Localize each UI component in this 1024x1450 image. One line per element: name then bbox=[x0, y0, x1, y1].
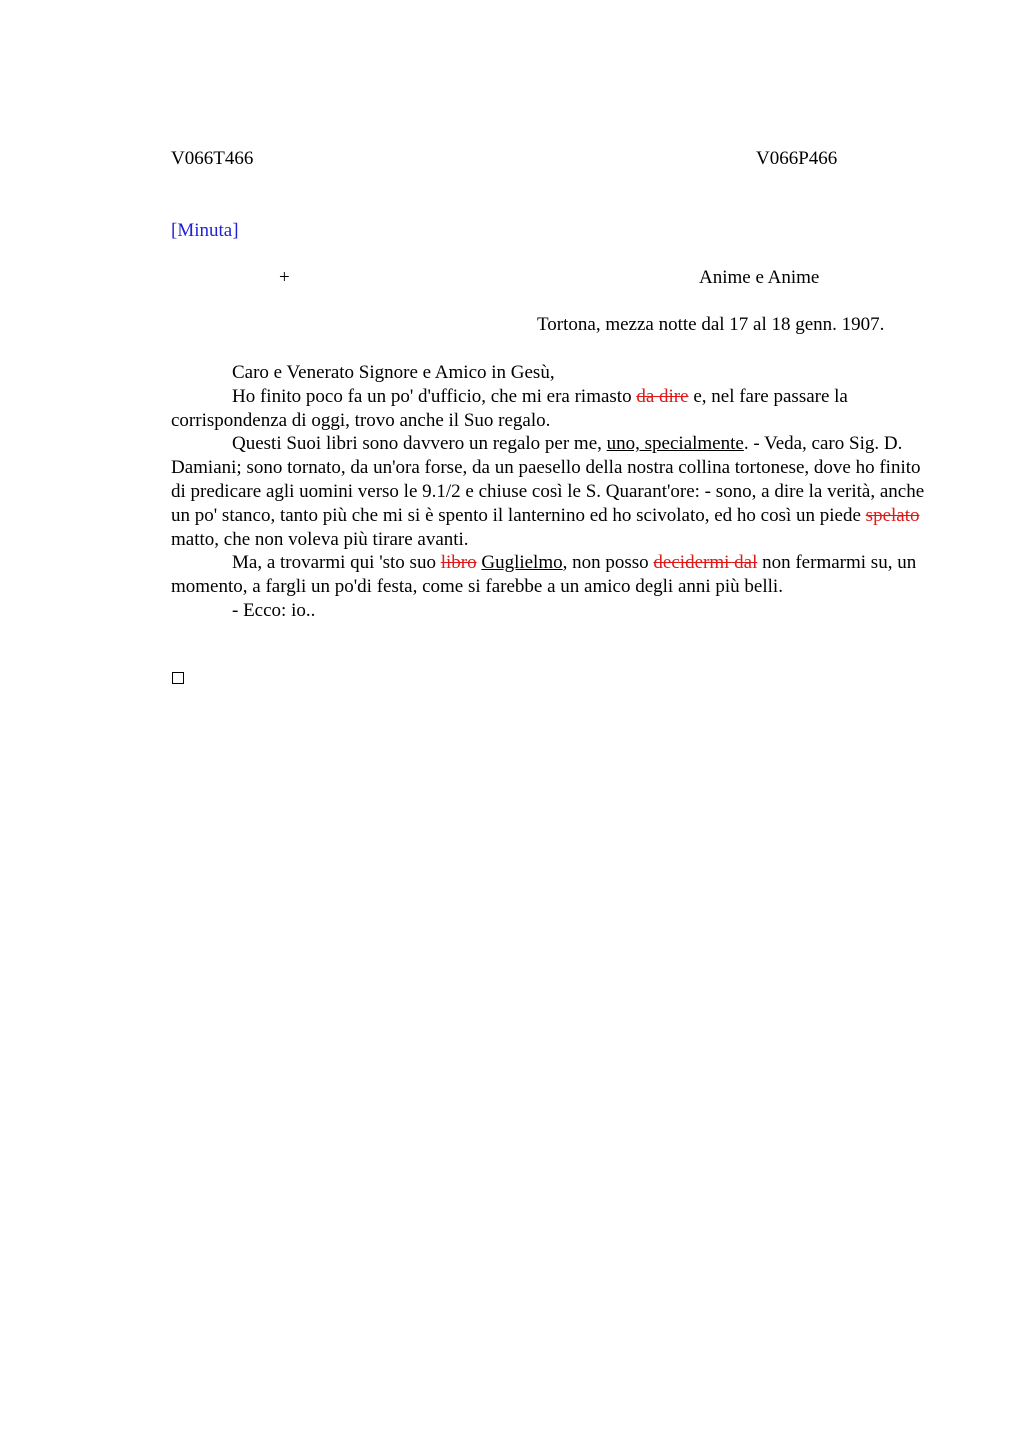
paragraph-1 bbox=[171, 385, 931, 433]
paragraph-2-text-c: matto, che non voleva più tirare avanti. bbox=[171, 528, 469, 550]
paragraph-3-text-d: non fermarmi su, un momento, a fargli un po'di festa, come si farebbe a un amico degli anni più belli. bbox=[171, 552, 917, 598]
minuta-label: [Minuta] bbox=[171, 220, 239, 241]
paragraph-2-text-a: Questi Suoi libri sono davvero un regalo per me, bbox=[232, 433, 607, 455]
paragraph-2 bbox=[171, 432, 931, 551]
document-code-left: V066T466 bbox=[171, 148, 254, 169]
letter-body bbox=[171, 361, 931, 623]
paragraph-4-text: - Ecco: io.. bbox=[232, 599, 316, 621]
salutation-text: Caro e Venerato Signore e Amico in Gesù, bbox=[232, 362, 555, 383]
deleted-text: libro bbox=[440, 552, 477, 574]
paragraph-1-text-b: e, nel fare passare la corrispondenza di oggi, trovo anche il Suo regalo. bbox=[171, 385, 848, 431]
cross-mark: + bbox=[279, 267, 290, 288]
document-code-right: V066P466 bbox=[756, 148, 838, 169]
underlined-text: uno, specialmente bbox=[606, 433, 744, 455]
underlined-text: Guglielmo bbox=[481, 552, 563, 574]
salutation bbox=[171, 361, 931, 385]
paragraph-2-text-b: . - Veda, caro Sig. D. Damiani; sono tornato, da un'ora forse, da un paesello della nostra collina tortonese, dove ho finito di predicare agli uomini verso le 9.1/2 e chiuse così le S. Quarant'ore: - sono, a dire la verità, anche un po' stanco, tanto più che mi si è spento il lanternino ed ho scivolato, ed ho così un piede bbox=[171, 433, 925, 526]
paragraph-4 bbox=[171, 599, 931, 623]
paragraph-1-text-a: Ho finito poco fa un po' d'ufficio, che mi era rimasto bbox=[232, 385, 637, 407]
empty-square-icon bbox=[172, 672, 184, 684]
deleted-text: spelato bbox=[865, 504, 920, 526]
paragraph-3-text-c: , non posso bbox=[562, 552, 654, 574]
dateline: Tortona, mezza notte dal 17 al 18 genn. 1907. bbox=[537, 314, 885, 335]
series-title: Anime e Anime bbox=[699, 267, 820, 288]
paragraph-3 bbox=[171, 551, 931, 599]
deleted-text: decidermi dal bbox=[653, 552, 758, 574]
paragraph-3-text-a: Ma, a trovarmi qui 'sto suo bbox=[232, 552, 441, 574]
deleted-text: da dire bbox=[636, 385, 689, 407]
